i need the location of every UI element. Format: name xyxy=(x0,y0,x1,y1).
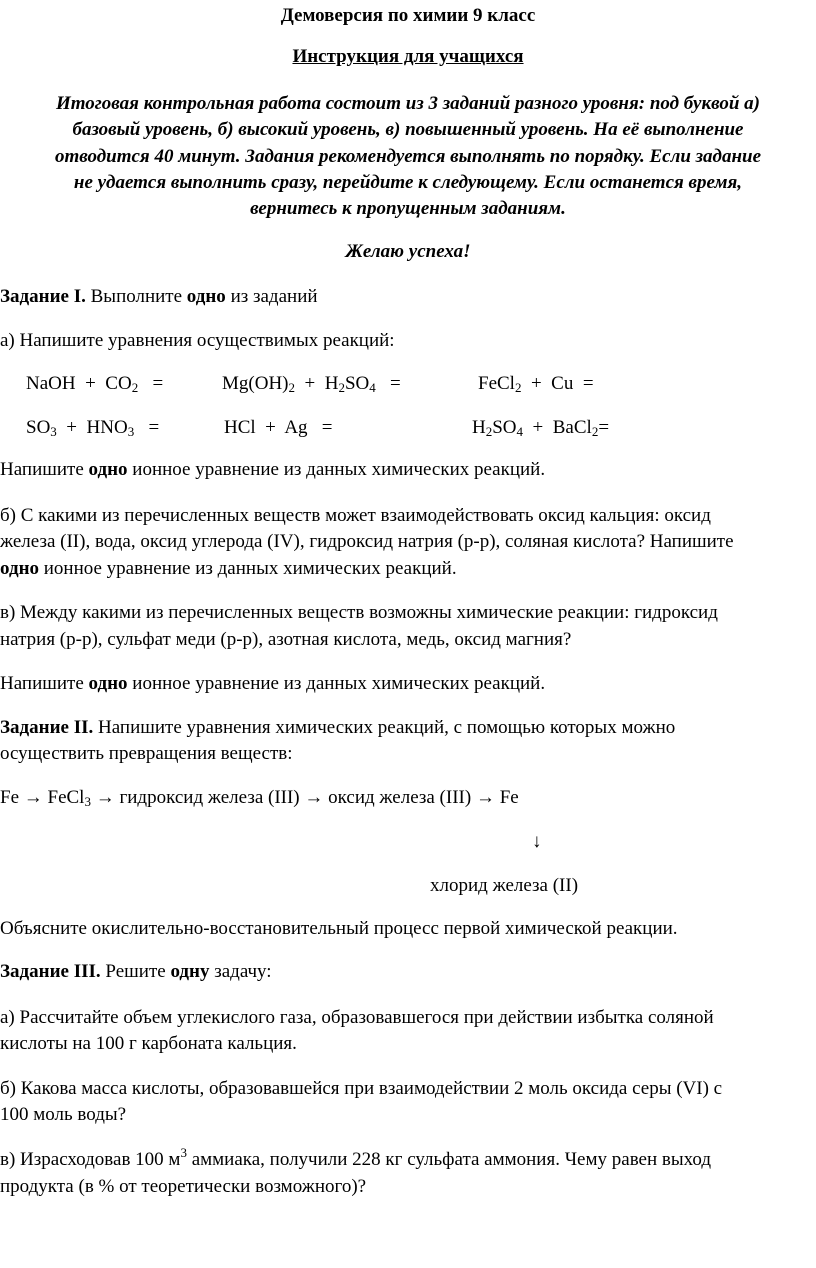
task1-c-ionic: Напишите одно ионное уравнение из данных химических реакций. xyxy=(0,673,546,694)
task2-redox: Объясните окислительно-восстановительный процесс первой химической реакции. xyxy=(0,918,678,939)
equation-so3-hno3: $SO_3 + HNO_3$ = xyxy=(26,417,160,439)
instruction-heading: Инструкция для учащихся xyxy=(292,46,524,67)
task1-b-line: одно ионное уравнение из данных химических реакций. xyxy=(0,558,457,579)
equation-naoh-co2: NaOH + $CO_2$ = xyxy=(26,373,164,395)
task2-label: Задание II. xyxy=(0,717,94,738)
task2-heading: Задание II. Напишите уравнения химических реакций, с помощью которых можно xyxy=(0,717,676,738)
task3-heading: Задание III. Решите одну задачу: xyxy=(0,961,272,982)
instruction-line: Итоговая контрольная работа состоит из 3 заданий разного уровня: под буквой а) xyxy=(55,93,760,114)
task3-label: Задание III. xyxy=(0,961,101,982)
task3-c-line: продукта (в % от теоретически возможного)? xyxy=(0,1176,367,1197)
instruction-line: не удается выполнить сразу, перейдите к следующему. Если останется время, xyxy=(73,172,743,193)
task1-a-ionic: Напишите одно ионное уравнение из данных химических реакций. xyxy=(0,459,546,480)
equation-hcl-ag: HCl + Ag = xyxy=(224,417,333,438)
down-arrow-icon: ↓ xyxy=(532,831,542,852)
task2-line: осуществить превращения веществ: xyxy=(0,743,293,764)
task3-b-line: 100 моль воды? xyxy=(0,1104,127,1125)
task1-heading: Задание I. Выполните одно из заданий xyxy=(0,286,318,307)
task1-c-line: в) Между какими из перечисленных веществ возможны химические реакции: гидроксид xyxy=(0,602,718,623)
equation-h2so4-bacl2: $H_2SO_4$ + BaCl$_2$= xyxy=(472,417,610,439)
transformation-chain: Fe → FeCl$_3$ → гидроксид железа (III) → оксид железа (III) → Fe xyxy=(0,787,519,809)
task1-b-line: б) С какими из перечисленных веществ может взаимодействовать оксид кальция: оксид xyxy=(0,505,711,526)
task3-b-line: б) Какова масса кислоты, образовавшейся при взаимодействии 2 моль оксида серы (VI) с xyxy=(0,1078,723,1099)
task3-a-line: кислоты на 100 г карбоната кальция. xyxy=(0,1033,297,1054)
page-title: Демоверсия по химии 9 класс xyxy=(280,5,536,26)
instruction-line: вернитесь к пропущенным заданиям. xyxy=(250,198,566,219)
equation-fecl2-cu: FeCl$_2$ + Cu = xyxy=(478,373,594,395)
instruction-line: отводится 40 минут. Задания рекомендуется выполнять по порядку. Если задание xyxy=(54,146,762,167)
task1-c-line: натрия (р-р), сульфат меди (р-р), азотная кислота, медь, оксид магния? xyxy=(0,629,572,650)
task1-b-line: железа (II), вода, оксид углерода (IV), гидроксид натрия (р-р), соляная кислота? Напишите xyxy=(0,531,734,552)
task3-c-line: в) Израсходовав 100 $м^3$ аммиака, получили 228 кг сульфата аммония. Чему равен выход xyxy=(0,1145,712,1170)
equation-mgoh2-h2so4: $Mg(OH)_2 + H_2SO_4$ = xyxy=(222,373,401,395)
task1-label: Задание I. xyxy=(0,286,86,307)
task3-a-line: а) Рассчитайте объем углекислого газа, образовавшегося при действии избытка соляной xyxy=(0,1007,714,1028)
task1-a-intro: а) Напишите уравнения осуществимых реакций: xyxy=(0,330,395,351)
chain-branch: хлорид железа (II) xyxy=(430,875,579,896)
good-luck: Желаю успеха! xyxy=(345,241,471,262)
instruction-line: базовый уровень, б) высокий уровень, в) повышенный уровень. На её выполнение xyxy=(72,119,744,140)
